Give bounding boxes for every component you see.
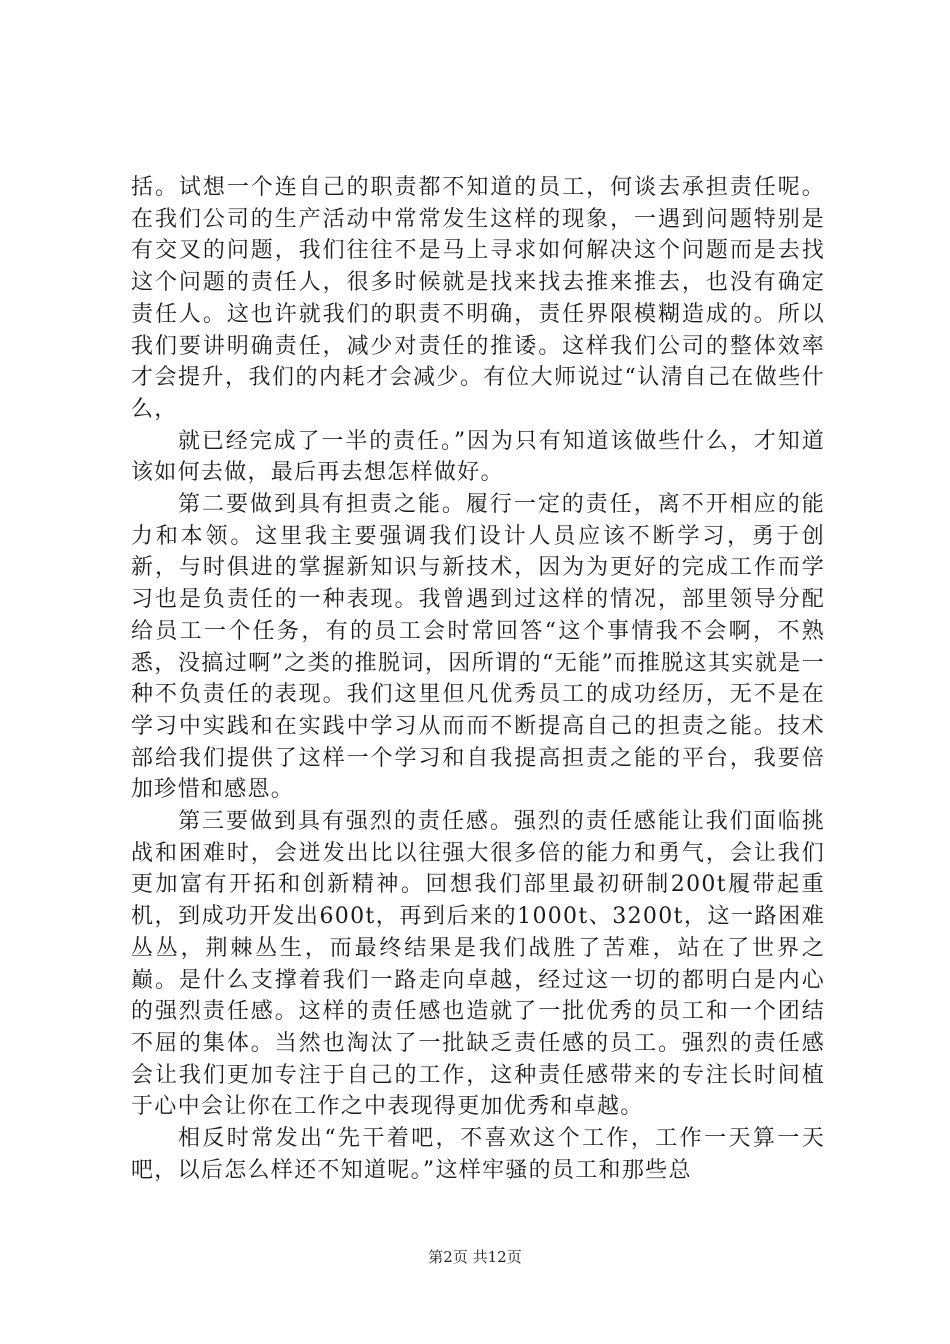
paragraph: 相反时常发出“先干着吧，不喜欢这个工作，工作一天算一天吧，以后怎么样还不知道呢。”这样牢骚的员工和那些总: [131, 1126, 825, 1183]
body-text: [131, 172, 825, 1187]
page-footer: 第2页 共12页: [428, 1248, 522, 1266]
paragraph: 第二要做到具有担责之能。履行一定的责任，离不开相应的能力和本领。这里我主要强调我们设计人员应该不断学习，勇于创新，与时俱进的掌握新知识与新技术，因为为更好的完成工作而学习也是负责任的一种表现。我曾遇到过这样的情况，部里领导分配给员工一个任务，有的员工会时常回答“这个事情我不会啊，不熟悉，没搞过啊”之类的推脱词，因所谓的“无能”而推脱这其实就是一种不负责任的表现。我们这里但凡优秀员工的成功经历，无不是在学习中实践和在实践中学习从而而不断提高自己的担责之能。技术部给我们提供了这样一个学习和自我提高担责之能的平台，我要倍加珍惜和感恩。: [131, 492, 825, 803]
paragraph: 就已经完成了一半的责任。”因为只有知道该做些什么，才知道该如何去做，最后再去想怎样做好。: [131, 428, 825, 486]
paragraph-continued: 括。试想一个连自己的职责都不知道的员工，何谈去承担责任呢。在我们公司的生产活动中常常发生这样的现象，一遇到问题特别是有交叉的问题，我们往往不是马上寻求如何解决这个问题而是去找这个问题的责任人，很多时候就是找来找去推来推去，也没有确定责任人。这也许就我们的职责不明确，责任界限模糊造成的。所以我们要讲明确责任，减少对责任的推诿。这样我们公司的整体效率才会提升，我们的内耗才会减少。有位大师说过“认清自己在做些什么，: [131, 175, 825, 422]
paragraph: 第三要做到具有强烈的责任感。强烈的责任感能让我们面临挑战和困难时，会迸发出比以往强大很多倍的能力和勇气，会让我们更加富有开拓和创新精神。回想我们部里最初研制200t履带起重机，到成功开发出600t，再到后来的1000t、3200t，这一路困难丛丛，荆棘丛生，而最终结果是我们战胜了苦难，站在了世界之巅。是什么支撑着我们一路走向卓越，经过这一切的都明白是内心的强烈责任感。这样的责任感也造就了一批优秀的员工和一个团结不屈的集体。当然也淘汰了一批缺乏责任感的员工。强烈的责任感会让我们更加专注于自己的工作，这种责任感带来的专注长时间植于心中会让你在工作之中表现得更加优秀和卓越。: [131, 809, 825, 1120]
